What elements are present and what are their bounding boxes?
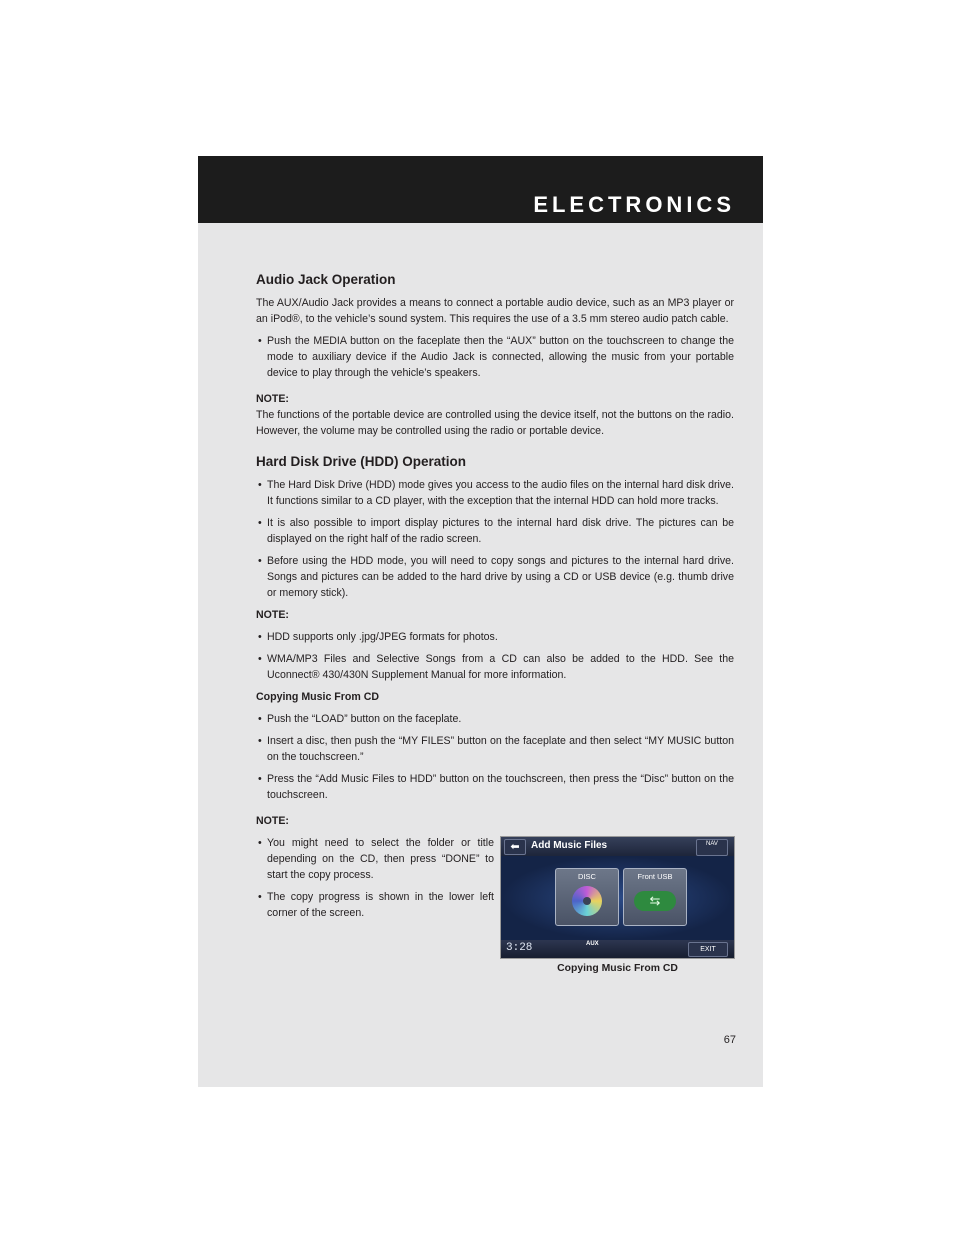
note-label: NOTE:	[256, 815, 289, 827]
disc-icon	[572, 886, 602, 916]
audio-jack-list	[256, 333, 734, 381]
list-item: • The Hard Disk Drive (HDD) mode gives you access to the audio files on the internal hard disk drive. It functions similar to a CD player, with the exception that the internal HDD can hold more tracks.	[256, 477, 734, 509]
note-label: NOTE:	[256, 393, 289, 405]
copying-heading: Copying Music From CD	[256, 691, 380, 703]
hdd-heading: Hard Disk Drive (HDD) Operation	[256, 454, 467, 469]
list-item: • WMA/MP3 Files and Selective Songs from a CD can also be added to the HDD. See the Uconnect® 430/430N Supplement Manual for more information.	[256, 651, 734, 683]
back-arrow-icon: ⬅	[504, 839, 526, 855]
page-content	[256, 271, 734, 927]
exit-button: EXIT	[688, 942, 728, 957]
disc-tile-label: DISC	[578, 872, 596, 881]
hdd-note-list	[256, 629, 734, 683]
section-title: ELECTRONICS	[533, 192, 735, 217]
list-item: • Before using the HDD mode, you will need to copy songs and pictures to the internal hard drive. Songs and pictures can be added to the hard drive by using a CD or USB device (e.g. thumb drive or memory stick).	[256, 553, 734, 601]
radio-screen-image	[500, 836, 735, 959]
clock: 3:28	[506, 942, 533, 954]
nav-button: NAV	[696, 839, 728, 856]
screen-status-bar	[501, 940, 734, 958]
list-item: • Insert a disc, then push the “MY FILES” button on the faceplate and then select “MY MUSIC button on the touchscreen.”	[256, 733, 734, 765]
manual-page	[198, 156, 763, 1087]
copying-list	[256, 711, 734, 803]
screen-title: Add Music Files	[531, 840, 608, 851]
screen-body	[501, 856, 734, 940]
note-text: The functions of the portable device are controlled using the device itself, not the buttons on the radio. However, the volume may be controlled using the radio or portable device.	[256, 409, 734, 437]
front-usb-tile	[623, 868, 687, 926]
page-number: 67	[723, 1034, 736, 1046]
list-item: • Press the “Add Music Files to HDD” button on the touchscreen, then press the “Disc” button on the touchscreen.	[256, 771, 734, 803]
list-item: • Push the MEDIA button on the faceplate then the “AUX” button on the touchscreen to change the mode to auxiliary device if the Audio Jack is connected, allowing the music from your portable device to play through the vehicle’s speakers.	[256, 333, 734, 381]
usb-tile-label: Front USB	[637, 872, 673, 881]
copying-note-list	[256, 835, 494, 921]
list-item: • HDD supports only .jpg/JPEG formats for photos.	[256, 629, 734, 645]
audio-jack-intro: The AUX/Audio Jack provides a means to connect a portable audio device, such as an MP3 player or an iPod®, to the vehicle’s sound system. This requires the use of a 3.5 mm stereo audio patch cable.	[256, 297, 734, 325]
audio-jack-heading: Audio Jack Operation	[256, 272, 396, 287]
list-item: • Push the “LOAD” button on the faceplate.	[256, 711, 734, 727]
hdd-list	[256, 477, 734, 601]
figure-caption: Copying Music From CD	[557, 963, 678, 974]
screen-title-bar	[501, 837, 734, 856]
copying-note-column	[256, 813, 494, 921]
disc-tile	[555, 868, 619, 926]
list-item: • You might need to select the folder or title depending on the CD, then press “DONE” to start the copy process.	[256, 835, 494, 883]
figure-copying-music	[500, 836, 735, 974]
note-label: NOTE:	[256, 609, 289, 621]
list-item: • The copy progress is shown in the lower left corner of the screen.	[256, 889, 494, 921]
usb-icon: ⇆	[634, 891, 676, 911]
aux-label: AUX	[586, 941, 599, 947]
section-header	[198, 156, 763, 223]
list-item: • It is also possible to import display pictures to the internal hard disk drive. The pictures can be displayed on the right half of the radio screen.	[256, 515, 734, 547]
